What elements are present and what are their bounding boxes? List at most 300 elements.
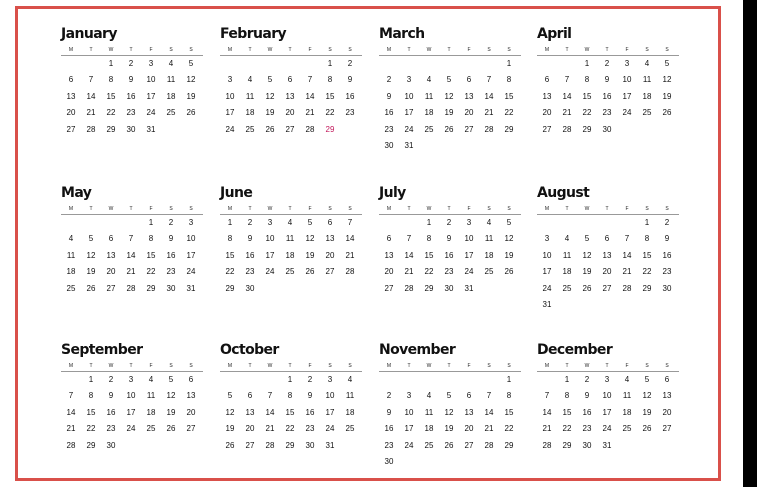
day-cell: 2 bbox=[604, 59, 610, 68]
day-cell: 30 bbox=[662, 283, 672, 293]
day-cell: 17 bbox=[265, 250, 275, 260]
day-cell: 6 bbox=[68, 75, 74, 85]
month-title: November bbox=[379, 342, 456, 358]
empty-day-cell bbox=[220, 56, 240, 72]
empty-day-cell bbox=[597, 297, 617, 313]
empty-day-cell bbox=[439, 372, 459, 388]
day-cell: 17 bbox=[602, 407, 612, 417]
day-cell: 5 bbox=[446, 391, 452, 401]
empty-day-cell bbox=[597, 215, 617, 231]
day-cell: 6 bbox=[604, 234, 610, 244]
empty-day-cell bbox=[577, 297, 597, 313]
day-cell: 16 bbox=[166, 250, 176, 260]
day-cell: 21 bbox=[126, 267, 136, 277]
week-row bbox=[537, 264, 679, 280]
day-cell: 3 bbox=[406, 75, 412, 85]
day-cell: 8 bbox=[506, 391, 512, 401]
day-cell: 5 bbox=[307, 218, 313, 227]
day-cell: 2 bbox=[446, 218, 452, 227]
weekday-label: W bbox=[584, 363, 590, 369]
month-title: July bbox=[379, 185, 406, 201]
day-grid bbox=[379, 215, 521, 297]
month-march bbox=[379, 25, 521, 154]
weekday-label: W bbox=[426, 363, 432, 369]
day-cell: 29 bbox=[225, 283, 235, 293]
day-cell: 11 bbox=[166, 75, 176, 85]
empty-day-cell bbox=[537, 372, 557, 388]
day-cell: 25 bbox=[642, 108, 652, 118]
day-cell: 21 bbox=[542, 424, 552, 434]
day-cell: 24 bbox=[404, 440, 414, 450]
day-cell: 22 bbox=[504, 108, 514, 118]
day-cell: 5 bbox=[267, 75, 273, 85]
empty-day-cell bbox=[499, 454, 519, 470]
day-cell: 31 bbox=[404, 140, 414, 150]
day-cell: 28 bbox=[542, 440, 552, 450]
day-cell: 8 bbox=[287, 391, 293, 401]
day-cell: 28 bbox=[305, 124, 315, 134]
day-cell: 30 bbox=[106, 440, 116, 450]
day-cell: 10 bbox=[464, 234, 474, 244]
day-cell: 1 bbox=[506, 59, 512, 68]
day-cell: 17 bbox=[225, 108, 235, 118]
day-cell: 2 bbox=[347, 59, 353, 68]
week-row bbox=[537, 122, 679, 138]
weekday-header bbox=[220, 46, 362, 56]
day-cell: 23 bbox=[582, 424, 592, 434]
month-july bbox=[379, 184, 521, 297]
day-cell: 6 bbox=[188, 375, 194, 384]
weekday-label: S bbox=[487, 206, 491, 212]
week-row bbox=[537, 421, 679, 437]
day-cell: 31 bbox=[325, 440, 335, 450]
day-cell: 3 bbox=[327, 375, 333, 384]
day-cell: 18 bbox=[424, 108, 434, 118]
empty-day-cell bbox=[280, 281, 300, 297]
day-cell: 11 bbox=[345, 391, 355, 401]
day-cell: 20 bbox=[245, 424, 255, 434]
empty-day-cell bbox=[479, 138, 499, 154]
day-cell: 22 bbox=[325, 108, 335, 118]
weekday-label: T bbox=[565, 206, 569, 212]
month-title: October bbox=[220, 342, 279, 358]
weekday-label: F bbox=[625, 363, 629, 369]
day-cell: 31 bbox=[186, 283, 196, 293]
day-cell: 27 bbox=[542, 124, 552, 134]
weekday-label: M bbox=[544, 363, 550, 369]
week-row bbox=[61, 438, 203, 454]
empty-day-cell bbox=[181, 438, 201, 454]
day-cell: 6 bbox=[108, 234, 114, 244]
week-row bbox=[379, 56, 521, 72]
day-cell: 18 bbox=[146, 407, 156, 417]
day-cell: 27 bbox=[325, 267, 335, 277]
day-cell: 29 bbox=[86, 440, 96, 450]
day-cell: 19 bbox=[504, 250, 514, 260]
week-row bbox=[379, 388, 521, 404]
day-cell: 18 bbox=[484, 250, 494, 260]
day-cell: 1 bbox=[426, 218, 432, 227]
day-cell: 20 bbox=[464, 108, 474, 118]
weekday-label: F bbox=[467, 206, 471, 212]
day-cell: 9 bbox=[446, 234, 452, 244]
day-cell: 4 bbox=[168, 59, 174, 68]
weekday-label: M bbox=[227, 47, 233, 53]
day-cell: 15 bbox=[582, 91, 592, 101]
weekday-label: S bbox=[169, 363, 173, 369]
day-cell: 19 bbox=[86, 267, 96, 277]
month-title: August bbox=[537, 185, 590, 201]
day-cell: 8 bbox=[564, 391, 570, 401]
day-cell: 20 bbox=[542, 108, 552, 118]
day-cell: 15 bbox=[86, 407, 96, 417]
day-cell: 18 bbox=[345, 407, 355, 417]
empty-day-cell bbox=[399, 454, 419, 470]
day-cell: 17 bbox=[146, 91, 156, 101]
weekday-label: T bbox=[605, 363, 609, 369]
day-cell: 9 bbox=[386, 407, 392, 417]
month-title: January bbox=[61, 26, 117, 42]
day-cell: 5 bbox=[227, 391, 233, 401]
day-cell: 5 bbox=[644, 375, 650, 384]
week-row bbox=[61, 89, 203, 105]
day-cell: 23 bbox=[126, 108, 136, 118]
day-cell: 27 bbox=[662, 424, 672, 434]
empty-day-cell bbox=[459, 138, 479, 154]
weekday-label: T bbox=[288, 47, 292, 53]
day-cell: 31 bbox=[146, 124, 156, 134]
weekday-label: S bbox=[328, 206, 332, 212]
empty-day-cell bbox=[240, 56, 260, 72]
day-cell: 2 bbox=[664, 218, 670, 227]
weekday-label: S bbox=[645, 363, 649, 369]
weekday-label: M bbox=[544, 206, 550, 212]
day-cell: 11 bbox=[562, 250, 572, 260]
day-cell: 12 bbox=[444, 91, 454, 101]
day-cell: 3 bbox=[267, 218, 273, 227]
day-cell: 28 bbox=[404, 283, 414, 293]
weekday-label: W bbox=[426, 206, 432, 212]
day-cell: 14 bbox=[265, 407, 275, 417]
day-cell: 11 bbox=[622, 391, 632, 401]
day-cell: 24 bbox=[325, 424, 335, 434]
day-cell: 24 bbox=[404, 124, 414, 134]
day-cell: 9 bbox=[247, 234, 253, 244]
weekday-header bbox=[220, 362, 362, 372]
empty-day-cell bbox=[459, 56, 479, 72]
weekday-label: T bbox=[565, 47, 569, 53]
day-cell: 14 bbox=[305, 91, 315, 101]
empty-day-cell bbox=[121, 215, 141, 231]
day-cell: 26 bbox=[444, 124, 454, 134]
day-cell: 15 bbox=[106, 91, 116, 101]
day-cell: 10 bbox=[186, 234, 196, 244]
day-cell: 2 bbox=[108, 375, 114, 384]
day-cell: 20 bbox=[325, 250, 335, 260]
weekday-label: S bbox=[169, 47, 173, 53]
day-cell: 10 bbox=[404, 91, 414, 101]
day-cell: 13 bbox=[464, 91, 474, 101]
day-cell: 26 bbox=[265, 124, 275, 134]
day-cell: 23 bbox=[245, 267, 255, 277]
day-cell: 3 bbox=[128, 375, 134, 384]
empty-day-cell bbox=[161, 122, 181, 138]
day-cell: 23 bbox=[444, 267, 454, 277]
weekday-label: M bbox=[386, 363, 392, 369]
day-cell: 27 bbox=[602, 283, 612, 293]
weekday-label: T bbox=[407, 206, 411, 212]
weekday-label: T bbox=[447, 206, 451, 212]
weekday-label: T bbox=[89, 363, 93, 369]
day-cell: 9 bbox=[386, 91, 392, 101]
day-cell: 11 bbox=[245, 91, 255, 101]
day-cell: 13 bbox=[285, 91, 295, 101]
day-cell: 16 bbox=[384, 108, 394, 118]
day-cell: 19 bbox=[444, 424, 454, 434]
day-cell: 26 bbox=[504, 267, 514, 277]
week-row bbox=[220, 281, 362, 297]
empty-day-cell bbox=[280, 56, 300, 72]
empty-day-cell bbox=[479, 372, 499, 388]
week-row bbox=[61, 231, 203, 247]
day-cell: 3 bbox=[227, 75, 233, 85]
day-cell: 1 bbox=[327, 59, 333, 68]
empty-day-cell bbox=[220, 372, 240, 388]
day-cell: 8 bbox=[88, 391, 94, 401]
weekday-header bbox=[537, 46, 679, 56]
empty-day-cell bbox=[300, 56, 320, 72]
empty-day-cell bbox=[657, 438, 677, 454]
week-row bbox=[537, 388, 679, 404]
weekday-label: S bbox=[328, 363, 332, 369]
weekday-label: W bbox=[267, 47, 273, 53]
day-cell: 22 bbox=[86, 424, 96, 434]
weekday-header bbox=[537, 362, 679, 372]
week-row bbox=[537, 297, 679, 313]
day-cell: 20 bbox=[66, 108, 76, 118]
day-cell: 7 bbox=[347, 218, 353, 227]
weekday-label: T bbox=[407, 363, 411, 369]
day-cell: 22 bbox=[225, 267, 235, 277]
week-row bbox=[61, 215, 203, 231]
week-row bbox=[220, 372, 362, 388]
day-cell: 6 bbox=[466, 75, 472, 85]
empty-day-cell bbox=[340, 122, 360, 138]
day-grid bbox=[537, 215, 679, 313]
day-cell: 29 bbox=[106, 124, 116, 134]
weekday-label: M bbox=[68, 206, 74, 212]
weekday-header bbox=[379, 205, 521, 215]
month-title: June bbox=[220, 185, 253, 201]
day-cell: 6 bbox=[664, 375, 670, 384]
day-cell: 1 bbox=[108, 59, 114, 68]
empty-day-cell bbox=[320, 281, 340, 297]
day-cell: 2 bbox=[386, 75, 392, 85]
week-row bbox=[61, 122, 203, 138]
day-cell: 15 bbox=[642, 250, 652, 260]
week-row bbox=[220, 438, 362, 454]
week-row bbox=[220, 248, 362, 264]
day-cell: 25 bbox=[622, 424, 632, 434]
day-cell: 13 bbox=[602, 250, 612, 260]
day-cell: 15 bbox=[504, 91, 514, 101]
day-cell: 3 bbox=[624, 59, 630, 68]
day-cell: 28 bbox=[265, 440, 275, 450]
day-cell: 17 bbox=[404, 108, 414, 118]
day-cell: 16 bbox=[106, 407, 116, 417]
weekday-label: W bbox=[108, 363, 114, 369]
weekday-label: W bbox=[584, 47, 590, 53]
day-cell: 20 bbox=[186, 407, 196, 417]
week-row bbox=[61, 264, 203, 280]
day-cell: 28 bbox=[484, 440, 494, 450]
empty-day-cell bbox=[439, 138, 459, 154]
day-cell: 19 bbox=[662, 91, 672, 101]
week-row bbox=[61, 388, 203, 404]
empty-day-cell bbox=[557, 56, 577, 72]
day-cell: 27 bbox=[245, 440, 255, 450]
day-cell: 12 bbox=[444, 407, 454, 417]
month-february bbox=[220, 25, 362, 138]
day-cell: 8 bbox=[584, 75, 590, 85]
day-cell: 25 bbox=[424, 440, 434, 450]
day-cell: 22 bbox=[424, 267, 434, 277]
weekday-label: T bbox=[288, 206, 292, 212]
weekday-label: S bbox=[507, 206, 511, 212]
day-cell: 30 bbox=[305, 440, 315, 450]
day-cell: 4 bbox=[68, 234, 74, 244]
empty-day-cell bbox=[61, 56, 81, 72]
day-cell: 7 bbox=[307, 75, 313, 85]
week-row bbox=[537, 405, 679, 421]
day-cell: 21 bbox=[562, 108, 572, 118]
day-cell: 29 bbox=[582, 124, 592, 134]
day-cell: 4 bbox=[347, 375, 353, 384]
weekday-label: T bbox=[248, 47, 252, 53]
day-cell: 2 bbox=[386, 391, 392, 401]
weekday-label: F bbox=[308, 47, 312, 53]
day-cell: 25 bbox=[424, 124, 434, 134]
day-cell: 6 bbox=[287, 75, 293, 85]
day-cell: 19 bbox=[186, 91, 196, 101]
day-cell: 16 bbox=[126, 91, 136, 101]
day-cell: 18 bbox=[66, 267, 76, 277]
empty-day-cell bbox=[439, 454, 459, 470]
day-cell: 22 bbox=[146, 267, 156, 277]
week-row bbox=[537, 281, 679, 297]
day-cell: 25 bbox=[66, 283, 76, 293]
month-title: February bbox=[220, 26, 287, 42]
weekday-label: F bbox=[467, 47, 471, 53]
empty-day-cell bbox=[537, 215, 557, 231]
week-row bbox=[61, 405, 203, 421]
day-cell: 20 bbox=[384, 267, 394, 277]
month-title: December bbox=[537, 342, 613, 358]
day-cell: 15 bbox=[424, 250, 434, 260]
day-cell: 11 bbox=[424, 91, 434, 101]
week-row bbox=[220, 89, 362, 105]
day-cell: 19 bbox=[305, 250, 315, 260]
week-row bbox=[537, 89, 679, 105]
week-row bbox=[61, 72, 203, 88]
day-cell: 30 bbox=[444, 283, 454, 293]
day-cell: 14 bbox=[542, 407, 552, 417]
weekday-label: F bbox=[467, 363, 471, 369]
day-cell: 7 bbox=[68, 391, 74, 401]
weekday-header bbox=[61, 362, 203, 372]
day-cell: 11 bbox=[484, 234, 494, 244]
day-cell: 19 bbox=[642, 407, 652, 417]
day-cell: 19 bbox=[444, 108, 454, 118]
month-december bbox=[537, 341, 679, 454]
day-cell: 14 bbox=[86, 91, 96, 101]
empty-day-cell bbox=[240, 372, 260, 388]
empty-day-cell bbox=[61, 372, 81, 388]
day-cell: 12 bbox=[504, 234, 514, 244]
day-cell: 9 bbox=[664, 234, 670, 244]
day-cell: 29 bbox=[285, 440, 295, 450]
day-cell: 15 bbox=[562, 407, 572, 417]
week-row bbox=[220, 105, 362, 121]
weekday-label: M bbox=[227, 363, 233, 369]
empty-day-cell bbox=[499, 281, 519, 297]
day-cell: 23 bbox=[106, 424, 116, 434]
weekday-label: S bbox=[645, 47, 649, 53]
day-cell: 22 bbox=[642, 267, 652, 277]
weekday-label: F bbox=[149, 363, 153, 369]
empty-day-cell bbox=[557, 297, 577, 313]
empty-day-cell bbox=[161, 438, 181, 454]
day-cell: 7 bbox=[564, 75, 570, 85]
day-cell: 20 bbox=[602, 267, 612, 277]
day-cell: 18 bbox=[642, 91, 652, 101]
day-cell: 24 bbox=[126, 424, 136, 434]
week-row bbox=[537, 105, 679, 121]
day-cell: 5 bbox=[446, 75, 452, 85]
empty-day-cell bbox=[439, 56, 459, 72]
day-cell: 12 bbox=[86, 250, 96, 260]
day-cell: 28 bbox=[66, 440, 76, 450]
month-april bbox=[537, 25, 679, 138]
day-cell: 16 bbox=[662, 250, 672, 260]
empty-day-cell bbox=[61, 215, 81, 231]
weekday-label: T bbox=[288, 363, 292, 369]
day-cell: 27 bbox=[186, 424, 196, 434]
day-cell: 10 bbox=[542, 250, 552, 260]
day-cell: 13 bbox=[464, 407, 474, 417]
day-cell: 25 bbox=[562, 283, 572, 293]
day-cell: 12 bbox=[662, 75, 672, 85]
day-cell: 26 bbox=[186, 108, 196, 118]
day-cell-highlighted: 29 bbox=[325, 124, 335, 134]
day-cell: 30 bbox=[166, 283, 176, 293]
day-cell: 6 bbox=[466, 391, 472, 401]
day-grid bbox=[537, 372, 679, 454]
day-cell: 31 bbox=[602, 440, 612, 450]
weekday-label: W bbox=[267, 363, 273, 369]
day-cell: 27 bbox=[384, 283, 394, 293]
day-cell: 23 bbox=[345, 108, 355, 118]
weekday-label: M bbox=[544, 47, 550, 53]
day-cell: 24 bbox=[146, 108, 156, 118]
day-cell: 19 bbox=[582, 267, 592, 277]
day-cell: 1 bbox=[88, 375, 94, 384]
month-june bbox=[220, 184, 362, 297]
day-cell: 13 bbox=[106, 250, 116, 260]
weekday-label: S bbox=[487, 47, 491, 53]
day-cell: 7 bbox=[406, 234, 412, 244]
day-cell: 30 bbox=[384, 456, 394, 466]
